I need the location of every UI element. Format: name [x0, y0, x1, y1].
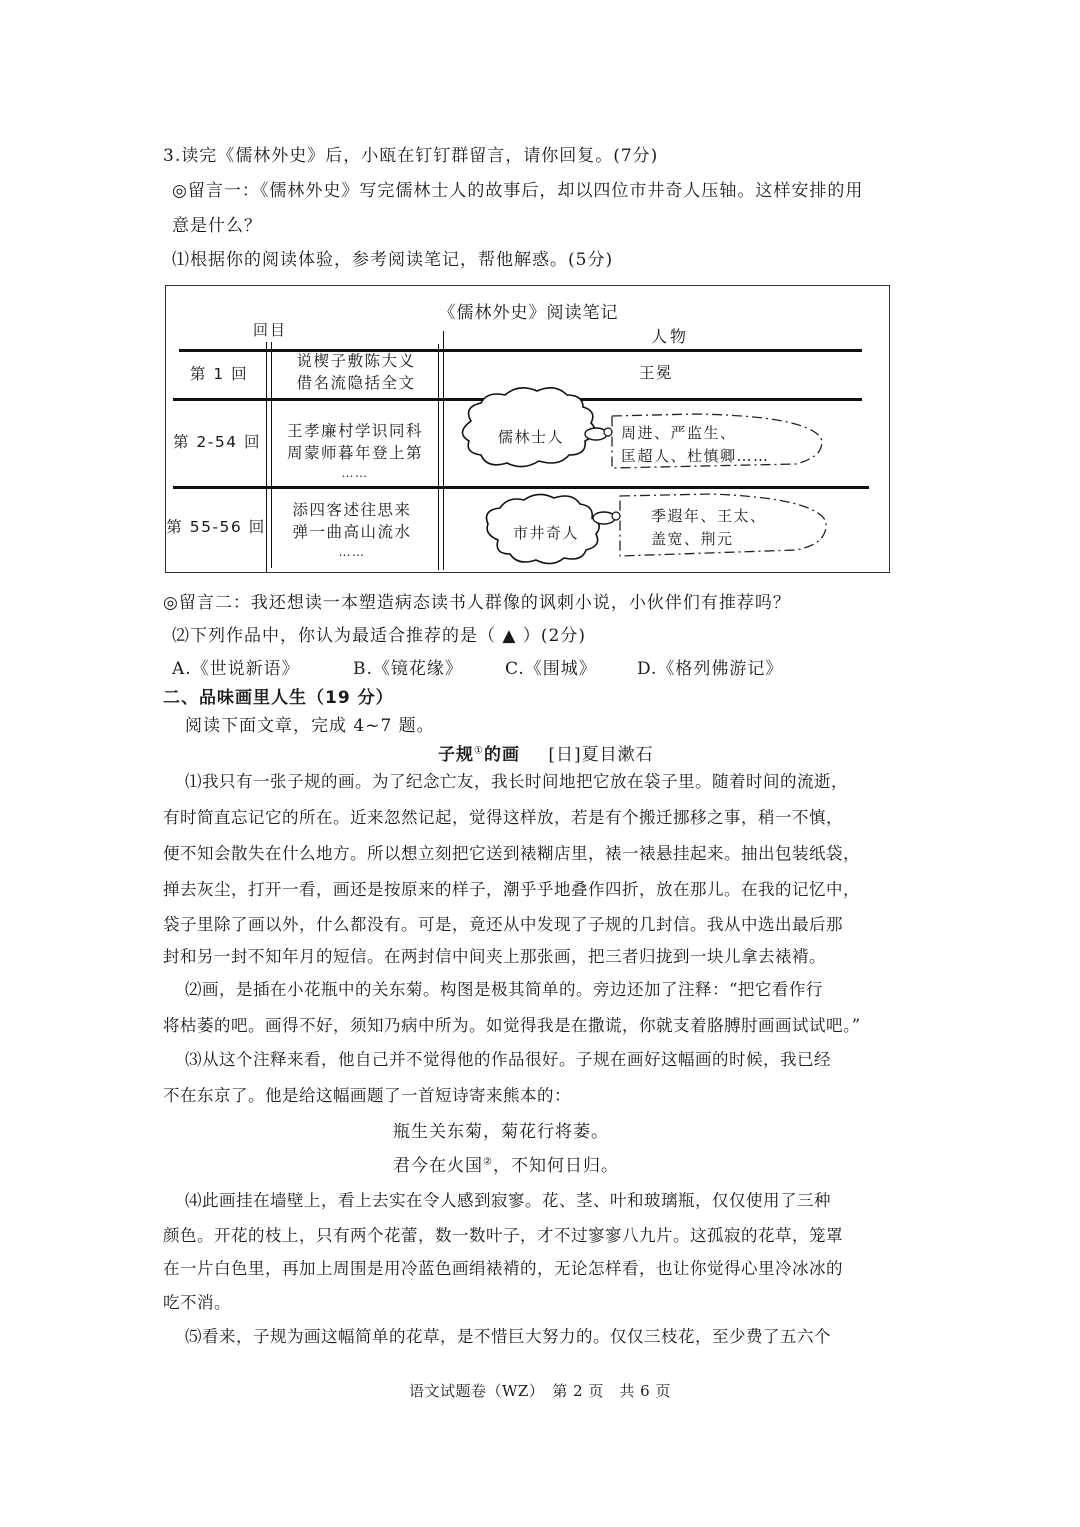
group-eccentrics: 市井奇人 [512, 524, 579, 542]
paragraph-4-line: ⑷此画挂在墙壁上，看上去实在令人感到寂寥。花、茎、叶和玻璃瓶，仅仅使用了三种 [185, 1191, 831, 1210]
article-title [438, 740, 654, 765]
row-3-title-2: 弹一曲高山流水 [292, 523, 412, 541]
paragraph-3-line: 不在东京了。他是给这幅画题了一首短诗寄来熊本的： [163, 1086, 571, 1105]
article-title-footnote: ① [474, 745, 484, 757]
paragraph-1-line: 封和另一封不知年月的短信。在两封信中间夹上那张画，把三者归拢到一块儿拿去裱褙。 [163, 947, 826, 966]
message-1-line-1: ◎留言一：《儒林外史》写完儒林士人的故事后，却以四位市井奇人压轴。这样安排的用 [172, 181, 864, 201]
option-d: D.《格列佛游记》 [637, 659, 784, 679]
article-title-main: 子规 [438, 745, 474, 765]
paragraph-1-line: 掸去灰尘，打开一看，画还是按原来的样子，潮乎乎地叠作四折，放在那儿。在我的记忆中， [163, 880, 860, 899]
article-author: [日]夏目漱石 [548, 745, 654, 765]
row-3-title-ellipsis: …… [338, 545, 366, 559]
question-3-title: 3.读完《儒林外史》后，小瓯在钉钉群留言，请你回复。(7分) [163, 146, 659, 166]
paragraph-1-line: 便不知会散失在什么地方。所以想立刻把它送到裱糊店里，裱一裱悬挂起来。抽出包装纸袋， [163, 844, 860, 863]
row-1-chapter: 第 1 回 [189, 365, 249, 383]
paragraph-3-line: ⑶从这个注释来看，他自己并不觉得他的作品很好。子规在画好这幅画的时候，我已经 [185, 1050, 831, 1069]
row-3-characters-2: 盖宽、荆元 [651, 530, 734, 548]
option-b: B.《镜花缘》 [353, 659, 463, 679]
row-2-chapter: 第 2-54 回 [172, 433, 262, 451]
row-1-title-2: 借名流隐括全文 [296, 374, 416, 392]
row-3-chapter: 第 55-56 回 [166, 518, 266, 536]
row-2-characters-1: 周进、严监生、 [621, 424, 737, 442]
paragraph-1-line: 有时简直忘记它的所在。近来忽然记起，觉得这样放，若是有个搬迁挪移之事，稍一不慎， [163, 808, 843, 827]
group-scholars: 儒林士人 [497, 428, 564, 446]
row-2-title-1: 王孝廉村学识同科 [286, 422, 423, 440]
row-2-characters-2: 匡超人、杜慎卿…… [621, 447, 770, 465]
paragraph-4-line: 在一片白色里，再加上周围是用冷蓝色画绢裱褙的，无论怎样看，也让你觉得心里冷冰冰的 [163, 1259, 843, 1278]
paragraph-4-line: 颜色。开花的枝上，只有两个花蕾，数一数叶子，才不过寥寥八九片。这孤寂的花草，笼罩 [163, 1226, 843, 1245]
row-1-character: 王冕 [638, 364, 673, 382]
cloud-bubble [593, 512, 615, 524]
sub-question-1: ⑴根据你的阅读体验，参考阅读笔记，帮他解惑。(5分) [172, 250, 614, 270]
header-characters: 人物 [651, 327, 690, 346]
page-footer: 语文试题卷（WZ） 第 2 页 共 6 页 [408, 1382, 671, 1400]
row-3-characters-1: 季遐年、王太、 [651, 507, 767, 525]
poem-line-1: 瓶生关东菊，菊花行将萎。 [393, 1122, 609, 1142]
message-1-line-2: 意是什么？ [172, 216, 262, 236]
section-2-heading: 二、品味画里人生（19 分） [163, 688, 394, 708]
option-c: C.《围城》 [505, 659, 597, 679]
paragraph-2-line: 将枯萎的吧。画得不好，须知乃病中所为。如觉得我是在撒谎，你就支着胳膊肘画画试试吧。” [163, 1016, 861, 1035]
paragraph-5-line: ⑸看来，子规为画这幅简单的花草，是不惜巨大努力的。仅仅三枝花，至少费了五六个 [185, 1327, 831, 1346]
row-2-title-ellipsis: …… [341, 466, 369, 480]
poem-line-2-part-2: ，不知何日归。 [492, 1156, 619, 1176]
header-chapter-title: 回目 [253, 321, 288, 339]
message-2: ◎留言二：我还想读一本塑造病态读书人群像的讽刺小说，小伙伴们有推荐吗？ [163, 593, 791, 613]
poem-line-2 [393, 1151, 619, 1176]
cloud-bubble [612, 512, 620, 520]
paragraph-1-line: 袋子里除了画以外，什么都没有。可是，竟还从中发现了子规的几封信。我从中选出最后那 [163, 915, 843, 934]
cloud-bubble [585, 428, 607, 440]
article-title-rest: 的画 [483, 745, 520, 765]
cloud-bubble [604, 428, 612, 436]
poem-footnote: ② [483, 1156, 493, 1168]
row-1-title-1: 说楔子敷陈大义 [296, 352, 416, 370]
row-2-title-2: 周蒙师暮年登上第 [286, 444, 423, 462]
section-2-instruction: 阅读下面文章，完成 4~7 题。 [185, 716, 435, 736]
paragraph-2-line: ⑵画，是插在小花瓶中的关东菊。构图是极其简单的。旁边还加了注释：“把它看作行 [185, 980, 823, 999]
reading-note-title: 《儒林外史》阅读笔记 [438, 303, 619, 323]
paragraph-1-line: ⑴我只有一张子规的画。为了纪念亡友，我长时间地把它放在袋子里。随着时间的流逝， [185, 772, 848, 791]
poem-line-2-part-1: 君今在火国 [393, 1156, 483, 1176]
option-a: A.《世说新语》 [172, 659, 300, 679]
sub-question-2: ⑵下列作品中，你认为最适合推荐的是（ ▲ ）(2分) [172, 626, 586, 646]
paragraph-4-line: 吃不消。 [163, 1293, 231, 1312]
row-3-title-1: 添四客述往思来 [292, 501, 412, 519]
reading-note-table [165, 285, 890, 573]
